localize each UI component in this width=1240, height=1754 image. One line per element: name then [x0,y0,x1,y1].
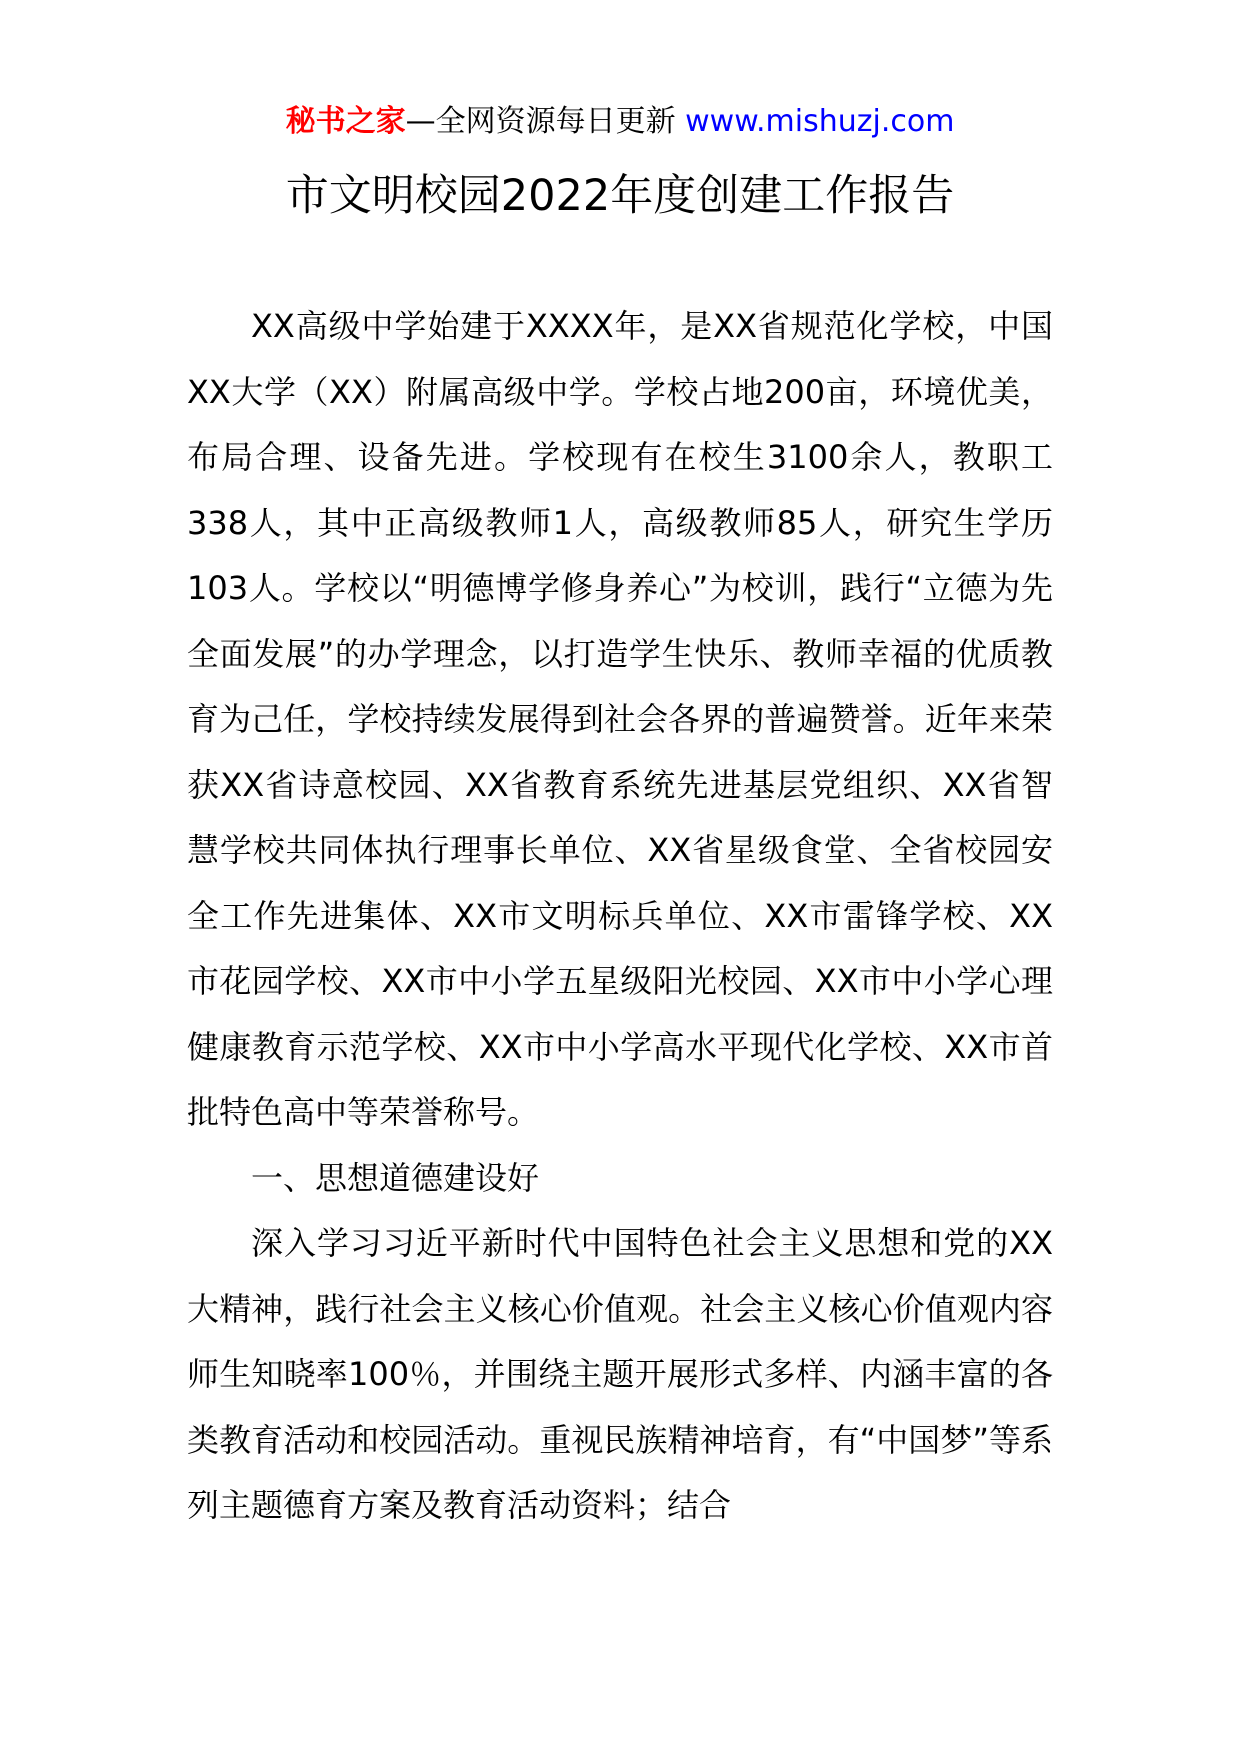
site-header [0,100,1240,144]
intro-paragraph: XX高级中学始建于XXXX年，是XX省规范化学校，中国XX大学（XX）附属高级中学。学校占地200亩，环境优美，布局合理、设备先进。学校现有在校生3100余人，教职工338人，其中正高级教师1人，高级教师85人，研究生学历103人。学校以“明德博学修身养心”为校训，践行“立德为先全面发展”的办学理念，以打造学生快乐、教师幸福的优质教育为己任，学校持续发展得到社会各界的普遍赞誉。近年来荣获XX省诗意校园、XX省教育系统先进基层党组织、XX省智慧学校共同体执行理事长单位、XX省星级食堂、全省校园安全工作先进集体、XX市文明标兵单位、XX市雷锋学校、XX市花园学校、XX市中小学五星级阳光校园、XX市中小学心理健康教育示范学校、XX市中小学高水平现代化学校、XX市首批特色高中等荣誉称号。 [187,307,1053,1131]
document-body [187,294,1053,1539]
section-heading-1: 一、思想道德建设好 [251,1158,540,1197]
document-title: 市文明校园2022年度创建工作报告 [285,171,955,221]
header-slogan: —全网资源每日更新 [405,104,686,139]
brand-name: 秘书之家 [285,104,406,139]
site-url-link[interactable]: www.mishuzj.com [685,104,955,139]
section-1-paragraph: 深入学习习近平新时代中国特色社会主义思想和党的XX大精神，践行社会主义核心价值观。社会主义核心价值观内容师生知晓率100％，并围绕主题开展形式多样、内涵丰富的各类教育活动和校园活动。重视民族精神培育，有“中国梦”等系列主题德育方案及教育活动资料；结合 [187,1224,1053,1524]
